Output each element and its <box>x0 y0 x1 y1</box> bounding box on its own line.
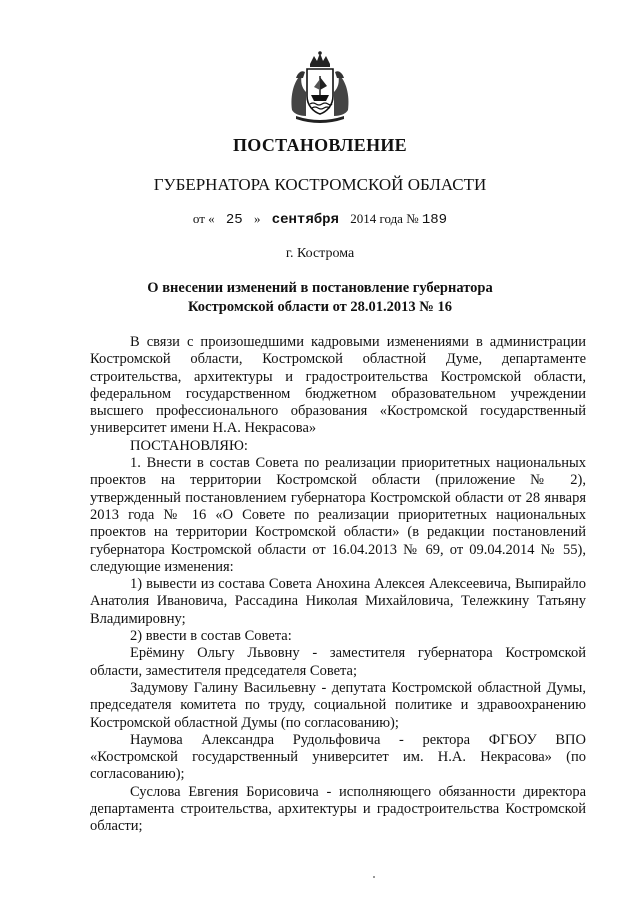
date-prefix: от « <box>192 211 215 226</box>
date-line <box>0 211 640 228</box>
document-title: ПОСТАНОВЛЕНИЕ <box>233 135 407 155</box>
document-subtitle: ГУБЕРНАТОРА КОСТРОМСКОЙ ОБЛАСТИ <box>153 175 487 194</box>
paragraph-member-suslov: Суслова Евгения Борисовича - исполняющего обязанности директора департамента строительства, архитектуры и градостроительства Костромской области; <box>90 783 586 835</box>
date-quote-close: » <box>253 211 261 226</box>
date-day: 25 <box>225 212 243 228</box>
document-heading <box>0 279 640 317</box>
document-number: 189 <box>421 212 448 228</box>
heading-line-2: Костромской области от 28.01.2013 № 16 <box>188 299 452 315</box>
heading-line-1: О внесении изменений в постановление губернатора <box>147 280 493 296</box>
document-body <box>90 334 586 836</box>
paragraph-remove-members: 1) вывести из состава Совета Анохина Алексея Алексеевича, Выпирайло Анатолия Ивановича, Рассадина Николая Михайловича, Тележкину Татьяну Владимировну; <box>90 576 586 627</box>
paragraph-member-naumov: Наумова Александра Рудольфовича - ректора ФГБОУ ВПО «Костромской государственный университет им. Н.А. Некрасова» (по согласованию); <box>90 731 586 783</box>
number-sign: № <box>406 211 419 226</box>
paragraph-member-zadumova: Задумову Галину Васильевну - депутата Костромской областной Думы, председателя комитета по труду, социальной политике и здравоохранению Костромской областной Думы (по согласованию); <box>90 679 586 731</box>
paragraph-resolve: ПОСТАНОВЛЯЮ: <box>130 437 248 454</box>
scan-speck <box>373 876 375 878</box>
paragraph-item-1: 1. Внести в состав Совета по реализации приоритетных национальных проектов на территории Костромской области (приложение № 2), утвержденный постановлением губернатора Костромской области от 28 января 2013 года № 16 «О Совете по реализации приоритетных национальных проектов на территории Костромской области» (в редакции постановлений губернатора Костромской области от 16.04.2013 № 69, от 09.04.2014 № 55), следующие изменения: <box>90 455 586 575</box>
city-name: г. Кострома <box>285 246 355 261</box>
paragraph-member-eremina: Ерёмину Ольгу Львовну - заместителя губернатора Костромской области, заместителя председателя Совета; <box>90 645 586 679</box>
paragraph-preamble: В связи с произошедшими кадровыми изменениями в администрации Костромской области, Костромской областной Думе, департаменте строительства, архитектуры и градостроительства Костромской области, федеральном государственном бюджетном образовательном учреждении высшего профессионального образования «Костромской государственный университет имени Н.А. Некрасова» <box>90 334 586 437</box>
paragraph-add-members: 2) ввести в состав Совета: <box>130 628 292 645</box>
date-month: сентября <box>271 212 339 228</box>
date-year: 2014 года <box>350 211 403 226</box>
coat-of-arms-emblem-icon <box>288 50 352 124</box>
